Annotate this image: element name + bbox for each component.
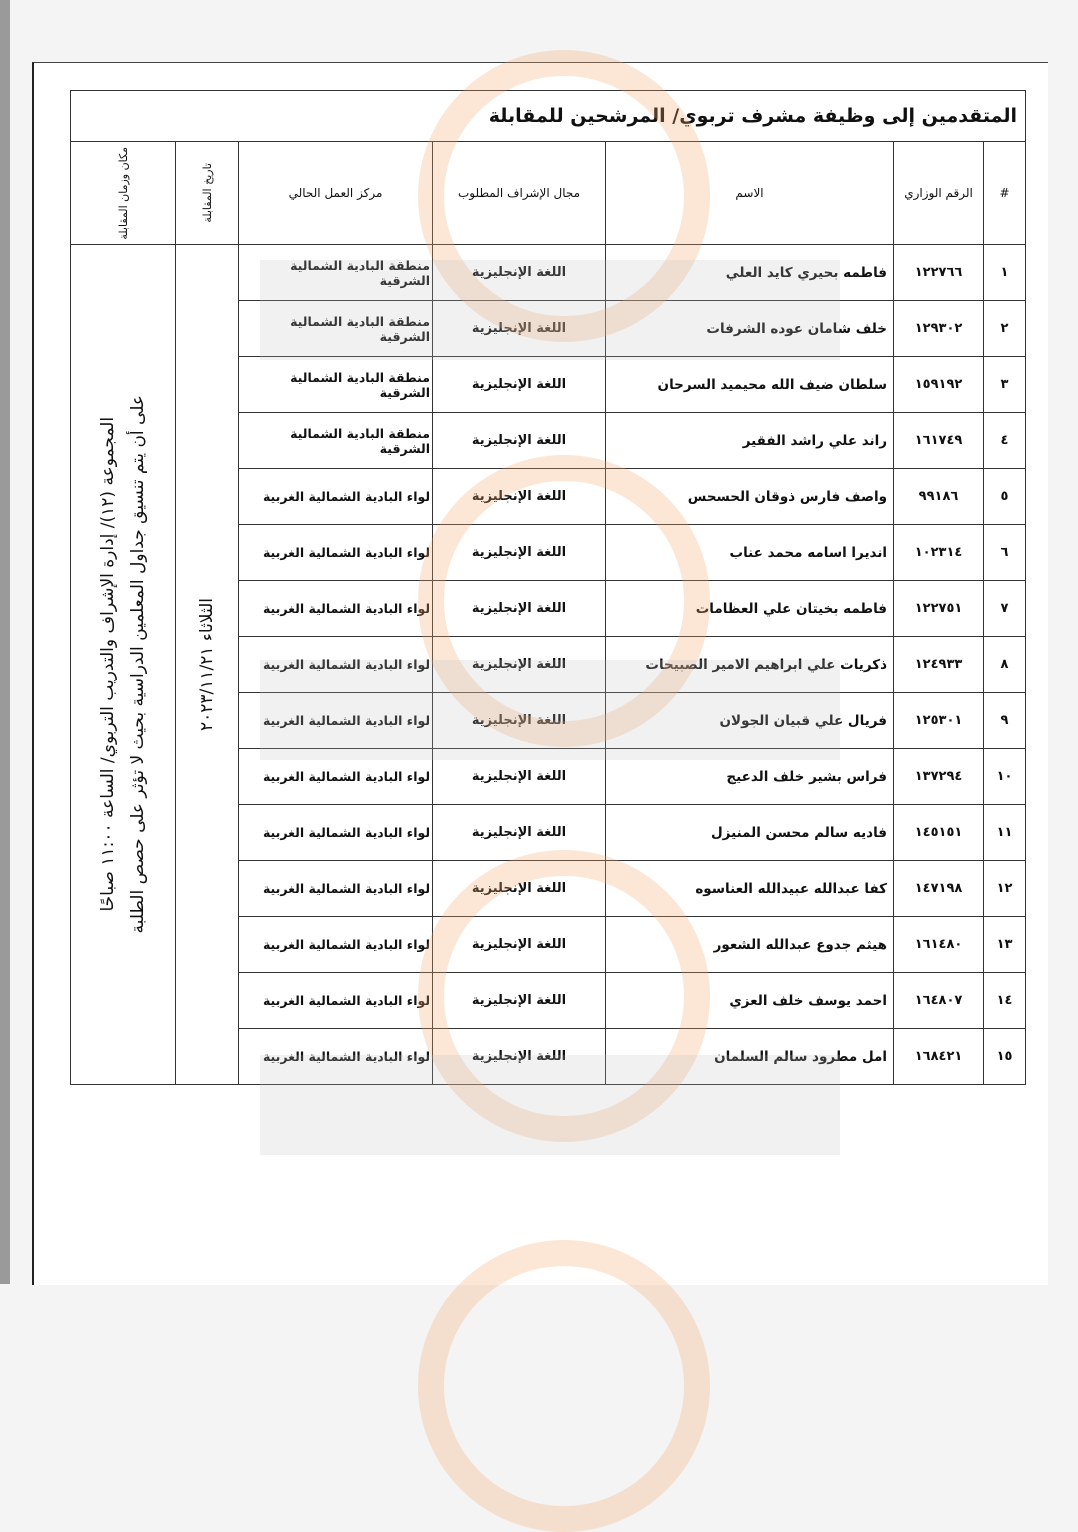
supervision-field: اللغة الإنجليزية <box>433 973 606 1029</box>
work-center: لواء البادية الشمالية الغربية <box>239 749 433 805</box>
candidate-name: فاطمه بخيتان علي العظامات <box>606 581 894 637</box>
row-index: ١٠ <box>984 749 1026 805</box>
interview-place-text <box>93 395 153 934</box>
candidate-name: راند علي راشد الفقير <box>606 413 894 469</box>
interview-place-cell <box>71 245 176 1085</box>
work-center: لواء البادية الشمالية الغربية <box>239 469 433 525</box>
ministry-number: ١٠٢٣١٤ <box>894 525 984 581</box>
row-index: ١٤ <box>984 973 1026 1029</box>
table-row <box>71 245 1026 301</box>
supervision-field: اللغة الإنجليزية <box>433 1029 606 1085</box>
candidate-name: خلف شامان عوده الشرفات <box>606 301 894 357</box>
candidates-table <box>70 90 1026 1085</box>
work-center: لواء البادية الشمالية الغربية <box>239 805 433 861</box>
row-index: ٢ <box>984 301 1026 357</box>
row-index: ٦ <box>984 525 1026 581</box>
row-index: ٩ <box>984 693 1026 749</box>
header-row <box>71 142 1026 245</box>
candidate-name: فراس بشير خلف الدعيج <box>606 749 894 805</box>
work-center: لواء البادية الشمالية الغربية <box>239 525 433 581</box>
supervision-field: اللغة الإنجليزية <box>433 581 606 637</box>
row-index: ٣ <box>984 357 1026 413</box>
work-center: لواء البادية الشمالية الغربية <box>239 973 433 1029</box>
supervision-field: اللغة الإنجليزية <box>433 749 606 805</box>
ministry-number: ١٢٢٧٥١ <box>894 581 984 637</box>
ministry-number: ١٦٤٨٠٧ <box>894 973 984 1029</box>
ministry-number: ١٤٥١٥١ <box>894 805 984 861</box>
document-title: المتقدمين إلى وظيفة مشرف تربوي/ المرشحين للمقابلة <box>71 91 1026 142</box>
work-center: لواء البادية الشمالية الغربية <box>239 581 433 637</box>
supervision-field: اللغة الإنجليزية <box>433 525 606 581</box>
ministry-number: ١٢٢٧٦٦ <box>894 245 984 301</box>
header-interview-date-label: تاريخ المقابلة <box>200 163 214 223</box>
header-interview-date <box>176 142 239 245</box>
interview-place-line2: على أن يتم تنسيق جداول المعلمين الدراسية بحيث لا تؤثر على حصص الطلبة <box>128 395 149 934</box>
candidate-name: ذكريات علي ابراهيم الامير الصبيحات <box>606 637 894 693</box>
work-center: لواء البادية الشمالية الغربية <box>239 637 433 693</box>
supervision-field: اللغة الإنجليزية <box>433 245 606 301</box>
work-center: لواء البادية الشمالية الغربية <box>239 917 433 973</box>
row-index: ١ <box>984 245 1026 301</box>
header-work-center: مركز العمل الحالي <box>239 142 433 245</box>
header-ministry-number: الرقم الوزاري <box>894 142 984 245</box>
candidate-name: كفا عبدالله عبيدالله العناسوه <box>606 861 894 917</box>
interview-date: الثلاثاء ٢٠٢٣/١١/٢١ <box>197 597 218 731</box>
supervision-field: اللغة الإنجليزية <box>433 637 606 693</box>
ministry-number: ٩٩١٨٦ <box>894 469 984 525</box>
candidate-name: فاديه سالم محسن المنيزل <box>606 805 894 861</box>
interview-date-cell <box>176 245 239 1085</box>
header-interview-place <box>71 142 176 245</box>
ministry-number: ١٦١٧٤٩ <box>894 413 984 469</box>
work-center: لواء البادية الشمالية الغربية <box>239 693 433 749</box>
header-interview-place-label: مكان وزمان المقابلة <box>116 146 130 240</box>
supervision-field: اللغة الإنجليزية <box>433 693 606 749</box>
row-index: ١٥ <box>984 1029 1026 1085</box>
row-index: ١٢ <box>984 861 1026 917</box>
row-index: ١٣ <box>984 917 1026 973</box>
supervision-field: اللغة الإنجليزية <box>433 861 606 917</box>
candidate-name: سلطان ضيف الله محيميد السرحان <box>606 357 894 413</box>
row-index: ٧ <box>984 581 1026 637</box>
candidate-name: واصف فارس ذوقان الحسحس <box>606 469 894 525</box>
interview-place-line1: المجموعة (١٢)/ إدارة الإشراف والتدريب التربوي/ الساعة ١١:٠٠ صباحًا <box>98 417 119 912</box>
ministry-number: ١٢٥٣٠١ <box>894 693 984 749</box>
supervision-field: اللغة الإنجليزية <box>433 917 606 973</box>
row-index: ٥ <box>984 469 1026 525</box>
header-field: مجال الإشراف المطلوب <box>433 142 606 245</box>
work-center: منطقة البادية الشمالية الشرقية <box>239 413 433 469</box>
work-center: منطقة البادية الشمالية الشرقية <box>239 357 433 413</box>
ministry-number: ١٣٧٢٩٤ <box>894 749 984 805</box>
work-center: منطقة البادية الشمالية الشرقية <box>239 245 433 301</box>
candidate-name: انديرا اسامه محمد عناب <box>606 525 894 581</box>
row-index: ٨ <box>984 637 1026 693</box>
ministry-number: ١٦٨٤٢١ <box>894 1029 984 1085</box>
work-center: منطقة البادية الشمالية الشرقية <box>239 301 433 357</box>
ministry-number: ١٢٩٣٠٢ <box>894 301 984 357</box>
candidate-name: امل مطرود سالم السلمان <box>606 1029 894 1085</box>
row-index: ٤ <box>984 413 1026 469</box>
ministry-number: ١٤٧١٩٨ <box>894 861 984 917</box>
ministry-number: ١٥٩١٩٢ <box>894 357 984 413</box>
work-center: لواء البادية الشمالية الغربية <box>239 861 433 917</box>
supervision-field: اللغة الإنجليزية <box>433 357 606 413</box>
work-center: لواء البادية الشمالية الغربية <box>239 1029 433 1085</box>
row-index: ١١ <box>984 805 1026 861</box>
header-index: # <box>984 142 1026 245</box>
header-name: الاسم <box>606 142 894 245</box>
ministry-number: ١٢٤٩٣٣ <box>894 637 984 693</box>
candidate-name: فاطمه بحيري كايد العلي <box>606 245 894 301</box>
supervision-field: اللغة الإنجليزية <box>433 413 606 469</box>
candidate-name: احمد يوسف خلف العزي <box>606 973 894 1029</box>
left-edge-strip <box>0 0 10 1284</box>
supervision-field: اللغة الإنجليزية <box>433 301 606 357</box>
ministry-number: ١٦١٤٨٠ <box>894 917 984 973</box>
supervision-field: اللغة الإنجليزية <box>433 805 606 861</box>
supervision-field: اللغة الإنجليزية <box>433 469 606 525</box>
candidate-name: هيثم جدوع عبدالله الشعور <box>606 917 894 973</box>
candidate-name: فريال علي قبيان الجولان <box>606 693 894 749</box>
